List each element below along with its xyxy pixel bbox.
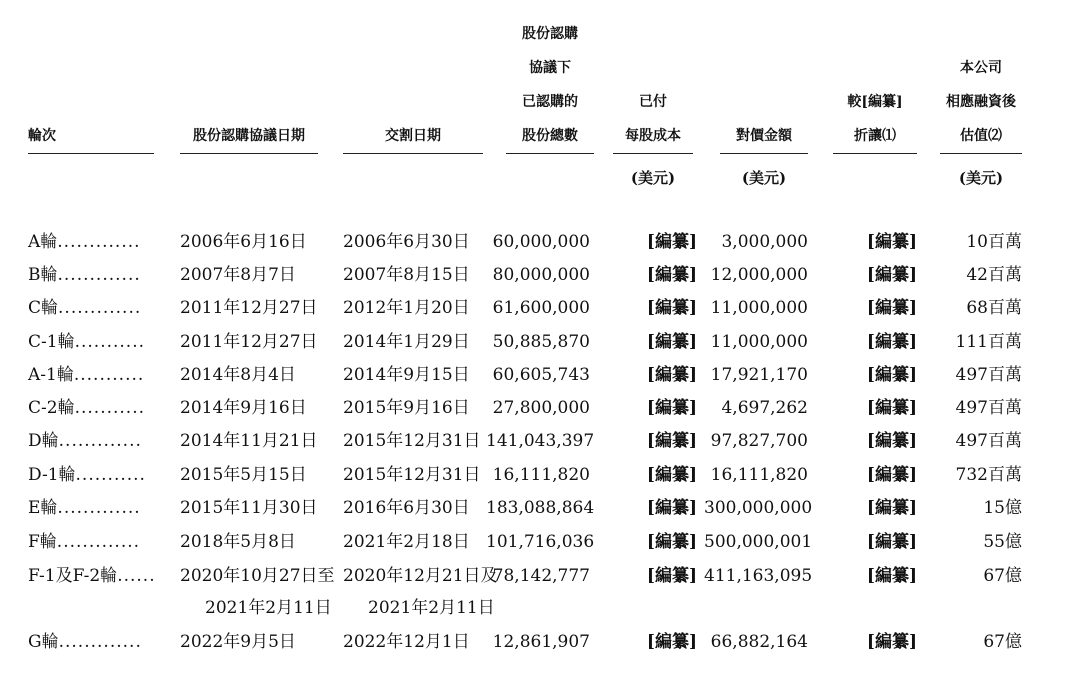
leader-dots: ............. <box>57 265 141 285</box>
discount-cell: [編纂] <box>866 332 917 352</box>
leader-dots: ........... <box>75 465 146 485</box>
header-shares-line: 股份總數 <box>522 128 578 144</box>
round-label: C-2輪 <box>28 398 75 418</box>
closing-date-cell: 2012年1月20日 <box>343 298 470 318</box>
round-label: E輪 <box>28 498 58 518</box>
discount-cell: [編纂] <box>866 498 917 518</box>
closing-date-cell: 2021年2月18日 <box>343 532 470 552</box>
agreement-date-cell: 2014年11月21日 <box>180 431 318 451</box>
valuation-cell: 497百萬 <box>955 398 1022 418</box>
consideration-cell: 16,111,820 <box>710 465 808 485</box>
consideration-cell: 3,000,000 <box>721 232 808 252</box>
leader-dots: ...... <box>117 566 156 586</box>
round-label: F輪 <box>28 532 57 552</box>
valuation-cell: 15億 <box>983 498 1022 518</box>
header-valuation-line: 本公司 <box>960 60 1002 76</box>
round-cell <box>28 259 141 292</box>
header-rule-agreement <box>180 153 318 154</box>
consideration-cell: 12,000,000 <box>710 265 808 285</box>
header-discount-line: 較[編纂] <box>847 94 903 110</box>
unit-valuation: (美元) <box>958 169 1004 187</box>
round-cell <box>28 292 141 325</box>
header-rule-closing <box>343 153 483 154</box>
round-cell <box>28 226 141 259</box>
leader-dots: ............. <box>57 498 141 518</box>
leader-dots: ............. <box>58 431 142 451</box>
shares-cell: 61,600,000 <box>492 298 590 318</box>
table-row <box>0 492 1080 525</box>
consideration-cell: 11,000,000 <box>710 298 808 318</box>
header-valuation-line: 估值⑵ <box>960 128 1002 144</box>
leader-dots: ............. <box>57 232 141 252</box>
shares-cell: 16,111,820 <box>492 465 590 485</box>
cost-cell: [編纂] <box>646 498 697 518</box>
leader-dots: ............. <box>58 632 142 652</box>
discount-cell: [編纂] <box>866 365 917 385</box>
header-rule-discount <box>833 153 917 154</box>
header-closing-date-line: 交割日期 <box>385 128 441 144</box>
header-rule-shares <box>506 153 594 154</box>
table-row <box>0 592 1080 625</box>
header-rule-round <box>28 153 154 154</box>
valuation-cell: 10百萬 <box>966 232 1022 252</box>
round-cell <box>28 459 146 492</box>
discount-cell: [編纂] <box>866 232 917 252</box>
shares-cell: 80,000,000 <box>492 265 590 285</box>
consideration-cell: 500,000,001 <box>704 532 813 552</box>
closing-date-cell: 2014年1月29日 <box>343 332 470 352</box>
closing-date-cell: 2015年12月31日 <box>343 431 481 451</box>
valuation-cell: 68百萬 <box>966 298 1022 318</box>
leader-dots: ............. <box>56 532 141 552</box>
header-shares-line: 股份認購 <box>522 26 578 42</box>
shares-cell: 60,605,743 <box>492 365 590 385</box>
shares-cell: 101,716,036 <box>486 532 595 552</box>
valuation-cell: 111百萬 <box>955 332 1022 352</box>
agreement-date-cell: 2022年9月5日 <box>180 632 296 652</box>
cost-cell: [編纂] <box>646 431 697 451</box>
leader-dots: ........... <box>74 398 146 418</box>
table-row <box>0 526 1080 559</box>
header-rule-cost <box>613 153 693 154</box>
round-label: G輪 <box>28 632 59 652</box>
agreement-date-cell: 2015年5月15日 <box>180 465 307 485</box>
shares-cell: 78,142,777 <box>492 566 590 586</box>
closing-date-cell: 2021年2月11日 <box>368 598 495 618</box>
cost-cell: [編纂] <box>646 265 697 285</box>
consideration-cell: 66,882,164 <box>710 632 808 652</box>
agreement-date-cell: 2007年8月7日 <box>180 265 296 285</box>
valuation-cell: 497百萬 <box>955 365 1022 385</box>
round-cell <box>28 425 142 458</box>
consideration-cell: 97,827,700 <box>710 431 808 451</box>
agreement-date-cell: 2020年10月27日至 <box>180 566 335 586</box>
discount-cell: [編纂] <box>866 532 917 552</box>
round-label: C-1輪 <box>28 332 75 352</box>
header-consideration-line: 對價金額 <box>736 128 792 144</box>
valuation-cell: 67億 <box>983 566 1022 586</box>
closing-date-cell: 2022年12月1日 <box>343 632 470 652</box>
table-row <box>0 560 1080 593</box>
header-round-line: 輪次 <box>28 128 56 144</box>
agreement-date-cell: 2006年6月16日 <box>180 232 307 252</box>
valuation-cell: 497百萬 <box>955 431 1022 451</box>
leader-dots: ........... <box>74 332 146 352</box>
consideration-cell: 17,921,170 <box>710 365 808 385</box>
shares-cell: 60,000,000 <box>492 232 590 252</box>
cost-cell: [編纂] <box>646 365 697 385</box>
discount-cell: [編纂] <box>866 566 917 586</box>
shares-cell: 141,043,397 <box>486 431 595 451</box>
consideration-cell: 300,000,000 <box>704 498 813 518</box>
round-label: C輪 <box>28 298 59 318</box>
cost-cell: [編纂] <box>646 532 697 552</box>
table-row <box>0 459 1080 492</box>
header-agreement-date-line: 股份認購協議日期 <box>193 128 305 144</box>
round-cell <box>28 359 144 392</box>
consideration-cell: 411,163,095 <box>704 566 813 586</box>
closing-date-cell: 2020年12月21日及 <box>343 566 498 586</box>
table-row <box>0 326 1080 359</box>
unit-consideration: (美元) <box>741 169 787 187</box>
table-row <box>0 226 1080 259</box>
header-shares-line: 已認購的 <box>522 94 578 110</box>
round-label: B輪 <box>28 265 58 285</box>
cost-cell: [編纂] <box>646 398 697 418</box>
round-cell <box>28 392 145 425</box>
closing-date-cell: 2007年8月15日 <box>343 265 470 285</box>
table-row <box>0 292 1080 325</box>
agreement-date-cell: 2014年9月16日 <box>180 398 307 418</box>
leader-dots: ............. <box>58 298 142 318</box>
unit-cost: (美元) <box>630 169 676 187</box>
leader-dots: ........... <box>73 365 145 385</box>
round-cell <box>28 560 156 593</box>
valuation-cell: 42百萬 <box>966 265 1022 285</box>
discount-cell: [編纂] <box>866 431 917 451</box>
agreement-date-cell: 2015年11月30日 <box>180 498 318 518</box>
consideration-cell: 11,000,000 <box>710 332 808 352</box>
cost-cell: [編纂] <box>646 632 697 652</box>
round-label: D-1輪 <box>28 465 76 485</box>
header-cost-line: 每股成本 <box>625 128 681 144</box>
discount-cell: [編纂] <box>866 298 917 318</box>
round-cell <box>28 626 142 659</box>
header-rule-valuation <box>940 153 1022 154</box>
cost-cell: [編纂] <box>646 332 697 352</box>
consideration-cell: 4,697,262 <box>721 398 808 418</box>
valuation-cell: 55億 <box>983 532 1022 552</box>
round-label: A-1輪 <box>28 365 74 385</box>
header-shares-line: 協議下 <box>529 60 571 76</box>
table-row <box>0 259 1080 292</box>
cost-cell: [編纂] <box>646 298 697 318</box>
discount-cell: [編纂] <box>866 465 917 485</box>
round-label: D輪 <box>28 431 59 451</box>
discount-cell: [編纂] <box>866 632 917 652</box>
header-discount-line: 折讓⑴ <box>854 128 896 144</box>
cost-cell: [編纂] <box>646 232 697 252</box>
cost-cell: [編纂] <box>646 566 697 586</box>
agreement-date-cell: 2018年5月8日 <box>180 532 296 552</box>
table-row <box>0 359 1080 392</box>
closing-date-cell: 2016年6月30日 <box>343 498 470 518</box>
header-cost-line: 已付 <box>639 94 667 110</box>
shares-cell: 12,861,907 <box>492 632 590 652</box>
round-label: A輪 <box>28 232 58 252</box>
agreement-date-cell: 2014年8月4日 <box>180 365 296 385</box>
cost-cell: [編纂] <box>646 465 697 485</box>
shares-cell: 27,800,000 <box>492 398 590 418</box>
closing-date-cell: 2014年9月15日 <box>343 365 470 385</box>
round-cell <box>28 326 145 359</box>
table-row <box>0 626 1080 659</box>
valuation-cell: 732百萬 <box>955 465 1022 485</box>
closing-date-cell: 2015年9月16日 <box>343 398 470 418</box>
header-valuation-line: 相應融資後 <box>946 94 1016 110</box>
table-row <box>0 392 1080 425</box>
agreement-date-cell: 2011年12月27日 <box>180 298 318 318</box>
round-cell <box>28 492 141 525</box>
shares-cell: 183,088,864 <box>486 498 595 518</box>
closing-date-cell: 2006年6月30日 <box>343 232 470 252</box>
shares-cell: 50,885,870 <box>492 332 590 352</box>
closing-date-cell: 2015年12月31日 <box>343 465 481 485</box>
round-cell <box>28 526 140 559</box>
header-rule-consideration <box>720 153 808 154</box>
table-row <box>0 425 1080 458</box>
discount-cell: [編纂] <box>866 265 917 285</box>
valuation-cell: 67億 <box>983 632 1022 652</box>
agreement-date-cell: 2011年12月27日 <box>180 332 318 352</box>
agreement-date-cell: 2021年2月11日 <box>205 598 332 618</box>
round-label: F-1及F-2輪 <box>28 566 118 586</box>
discount-cell: [編纂] <box>866 398 917 418</box>
